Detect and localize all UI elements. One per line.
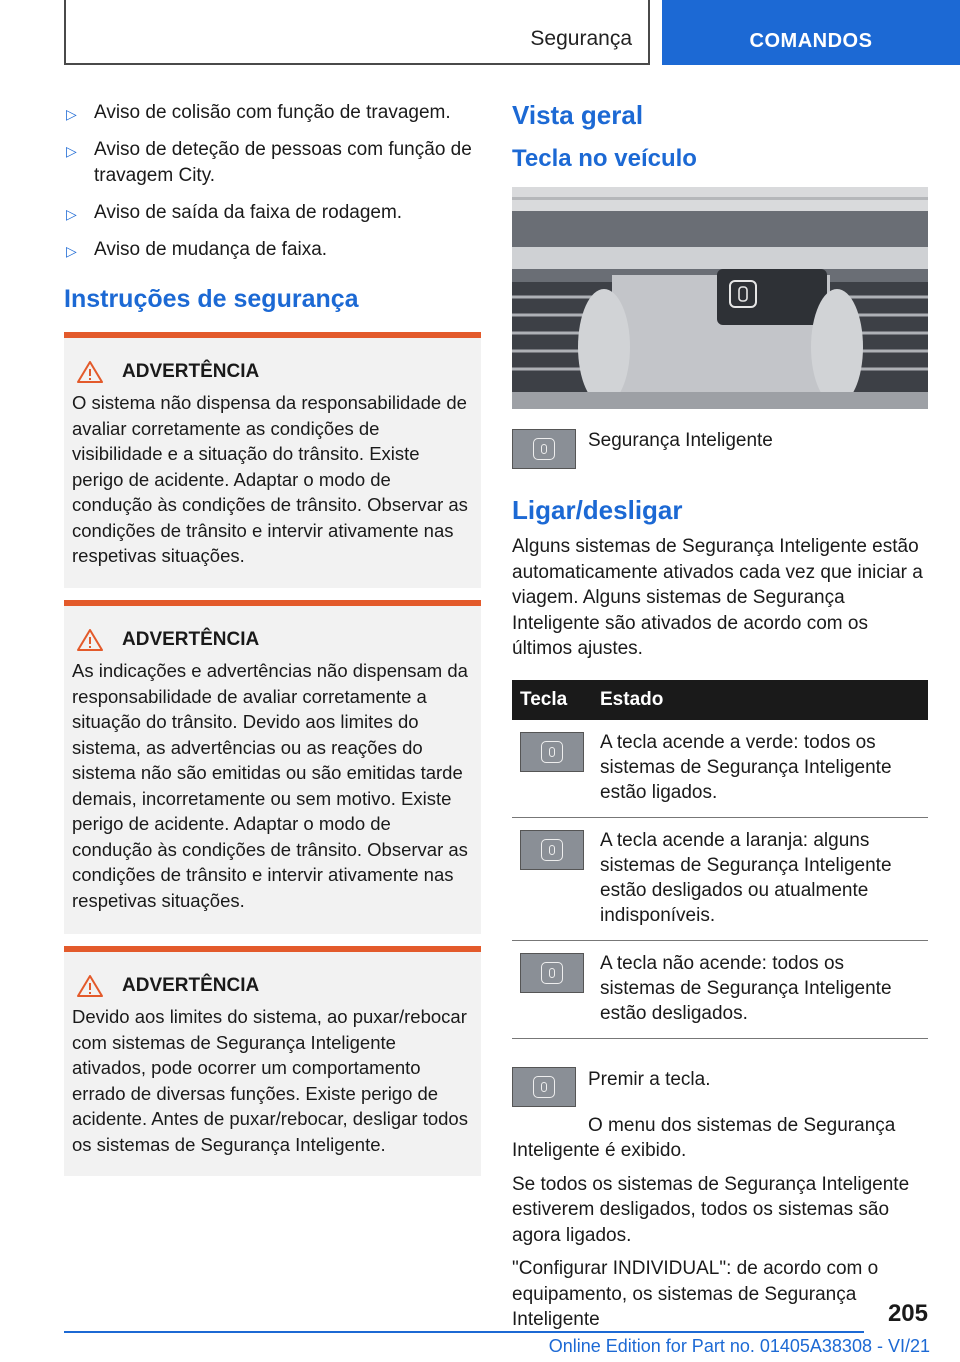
safety-heading: Instruções de segurança xyxy=(64,285,359,313)
warning-text: As indicações e advertências não dispensam da responsabilidade de avaliar corretamente a situação do trânsito. Devido aos limites do sistema, as advertências ou as reações do sistema não são emitidas ou são emitidas tarde demais, incorretamente ou sem motivo. Existe perigo de acidente. Adaptar o modo de condução às condições de trânsito. Observar as condições de trânsito e intervir ativamente nas respetivas situações. xyxy=(72,660,468,911)
warning-title: ADVERTÊNCIA xyxy=(122,629,260,650)
onoff-heading: Ligar/desligar xyxy=(512,495,683,525)
footer-edition: Online Edition for Part no. 01405A38308 - VI/21 xyxy=(548,1336,930,1356)
table-row xyxy=(512,940,928,1038)
intelligent-safety-key-icon[interactable] xyxy=(512,429,576,469)
triangle-bullet-icon: ▷ xyxy=(66,106,77,122)
key-caption: Segurança Inteligente xyxy=(588,430,773,451)
section-label: Segurança xyxy=(530,27,632,50)
key-orange-icon xyxy=(520,830,584,870)
overview-heading: Vista geral xyxy=(512,100,644,130)
onoff-text: Alguns sistemas de Segurança Inteligente estão automaticamente ativados cada vez que iniciar a viagem. Alguns sistemas de Segurança Inteligente são ativados de acordo com os últimos ajustes. xyxy=(512,536,923,659)
vehicle-key-photo xyxy=(512,187,928,409)
warning-triangle-icon xyxy=(76,974,104,998)
list-item: ▷ Aviso de colisão com função de travagem. xyxy=(64,100,481,126)
press-key-icon[interactable] xyxy=(512,1067,576,1107)
list-item: ▷ Aviso de deteção de pessoas com função de travagem City. xyxy=(66,139,472,186)
dashboard-illustration xyxy=(512,187,928,409)
key-green-icon xyxy=(520,732,584,772)
left-column xyxy=(64,100,481,1188)
key-off-icon xyxy=(520,953,584,993)
press-line-1: Premir a tecla. xyxy=(588,1068,711,1090)
triangle-bullet-icon: ▷ xyxy=(66,243,77,259)
paragraph-all-on: Se todos os sistemas de Segurança Inteligente estiverem desligados, todos os sistemas são agora ligados. xyxy=(512,1173,910,1246)
footer-divider xyxy=(64,1331,864,1333)
header-section-title xyxy=(64,0,650,65)
triangle-bullet-icon: ▷ xyxy=(66,143,77,159)
triangle-bullet-icon: ▷ xyxy=(66,206,77,222)
press-instruction xyxy=(512,1067,928,1107)
warning-text: Devido aos limites do sistema, ao puxar/rebocar com sistemas de Segurança Inteligente ativados, pode ocorrer um comportamento errado de diversas funções. Existe perigo de acidente. Antes de puxar/rebocar, desligar todos os sistemas de Segurança Inteligente. xyxy=(72,1006,468,1155)
feature-list xyxy=(64,100,481,263)
warning-title: ADVERTÊNCIA xyxy=(122,975,260,996)
paragraph-individual: "Configurar INDIVIDUAL": de acordo com o equipamento, os sistemas de Segurança Inteligente xyxy=(512,1258,879,1330)
warning-title: ADVERTÊNCIA xyxy=(122,361,260,382)
warning-box xyxy=(64,332,481,588)
table-header-state: Estado xyxy=(592,680,928,720)
page-number: 205 xyxy=(887,1300,928,1327)
warning-box xyxy=(64,600,481,934)
state-text: A tecla não acende: todos os sistemas de Segurança Inteligente estão desligados. xyxy=(592,940,928,1038)
state-text: A tecla acende a verde: todos os sistemas de Segurança Inteligente estão ligados. xyxy=(592,720,928,818)
press-line-2: O menu dos sistemas de Segurança Inteligente é exibido. xyxy=(512,1114,896,1161)
list-item: ▷ Aviso de mudança de faixa. xyxy=(64,237,481,263)
right-column xyxy=(512,100,928,1333)
key-state-table xyxy=(512,680,928,1039)
table-row xyxy=(512,817,928,940)
header-chapter-tab[interactable] xyxy=(662,0,960,65)
table-row xyxy=(512,720,928,818)
key-heading: Tecla no veículo xyxy=(512,145,697,172)
warning-triangle-icon xyxy=(76,628,104,652)
table-header-key: Tecla xyxy=(512,680,592,720)
warning-triangle-icon xyxy=(76,360,104,384)
key-caption-row xyxy=(512,429,928,469)
warning-box xyxy=(64,946,481,1176)
state-text: A tecla acende a laranja: alguns sistemas de Segurança Inteligente estão desligados ou atualmente indisponíveis. xyxy=(592,817,928,940)
warning-text: O sistema não dispensa da responsabilidade de avaliar corretamente as condições de visibilidade e a situação do trânsito. Existe perigo de acidente. Adaptar o modo de condução às condições de trânsito. Observar as condições de trânsito e intervir ativamente nas respetivas situações. xyxy=(72,392,468,566)
list-item: ▷ Aviso de saída da faixa de rodagem. xyxy=(64,200,481,226)
chapter-label: COMANDOS xyxy=(749,30,873,52)
